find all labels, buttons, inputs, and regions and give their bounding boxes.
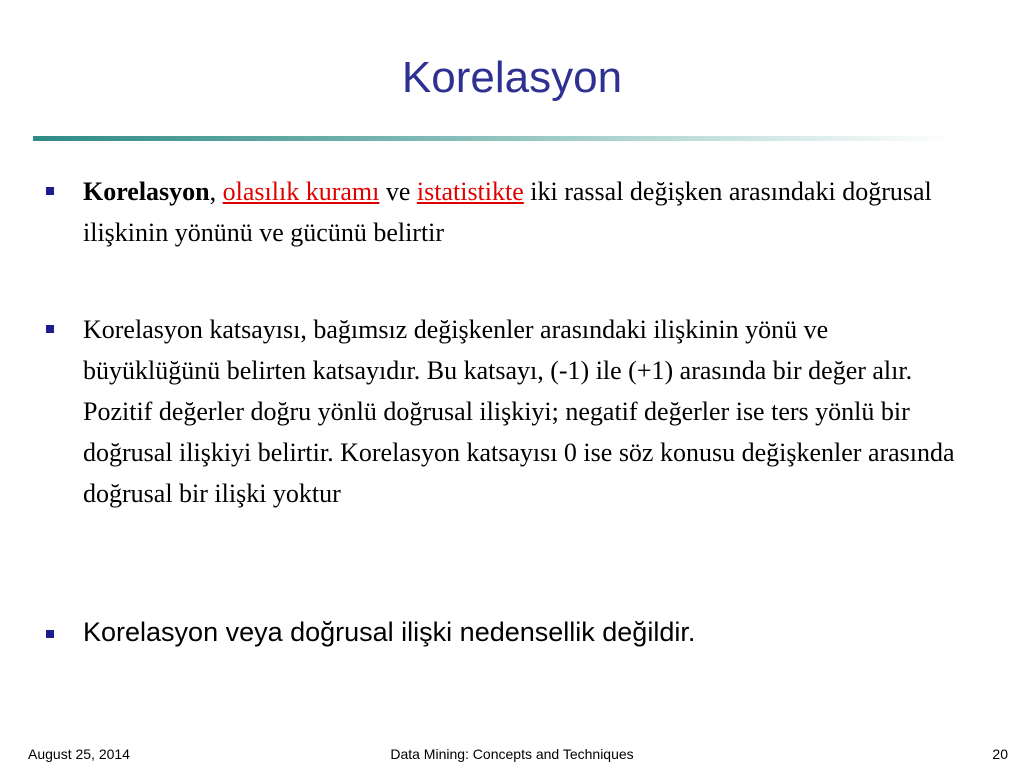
- footer-title: Data Mining: Concepts and Techniques: [390, 746, 634, 762]
- conjunction: ve: [385, 177, 411, 206]
- comma: ,: [209, 177, 217, 206]
- title-divider: [33, 136, 953, 141]
- square-bullet-icon: [46, 630, 54, 638]
- page-number: 20: [992, 746, 1008, 762]
- bullet-text: Korelasyon veya doğrusal ilişki nedensellik değildir.: [83, 617, 696, 647]
- slide-title: Korelasyon: [401, 53, 623, 102]
- square-bullet-icon: [46, 187, 54, 195]
- footer-date: August 25, 2014: [28, 746, 130, 762]
- bullet-text: Korelasyon katsayısı, bağımsız değişkenler arasındaki ilişkinin yönü ve büyüklüğünü belirten katsayıdır. Bu katsayı, (-1) ile (+1) arasında bir değer alır. Pozitif değerler doğru yönlü doğrusal ilişkiyi; negatif değerler ise ters yönlü bir doğrusal ilişkiyi belirtir. Korelasyon katsayısı 0 ise söz konusu değişkenler arasında doğrusal bir ilişki yoktur: [83, 315, 955, 508]
- link-olasilik-kurami[interactable]: olasılık kuramı: [222, 177, 380, 206]
- square-bullet-icon: [46, 325, 54, 333]
- definition-rest: iki rassal değişken arasındaki doğrusal ilişkinin yönünü ve gücünü belirtir: [83, 177, 932, 247]
- bullet-text: [83, 171, 963, 253]
- link-istatistikte[interactable]: istatistikte: [416, 177, 524, 206]
- term-korelasyon: Korelasyon: [83, 177, 210, 206]
